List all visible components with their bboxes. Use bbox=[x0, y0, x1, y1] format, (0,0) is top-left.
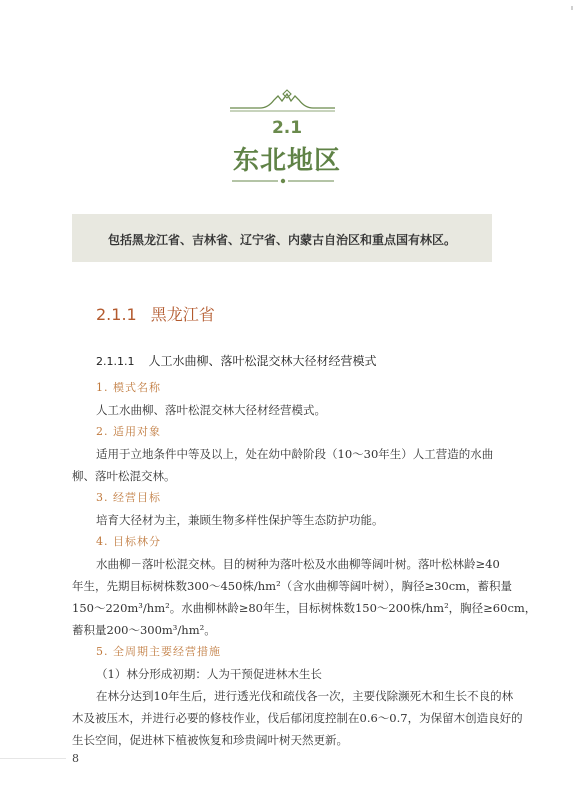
page-number: 8 bbox=[72, 752, 79, 765]
item-heading: 5. 全周期主要经营措施 bbox=[96, 645, 221, 658]
body-line: 柳、落叶松混交林。 bbox=[72, 469, 176, 483]
region-scope-text: 包括黑龙江省、吉林省、辽宁省、内蒙古自治区和重点国有林区。 bbox=[107, 233, 456, 247]
body-line: 适用于立地条件中等及以上，处在幼中龄阶段（10～30年生）人工营造的水曲 bbox=[96, 447, 494, 461]
item-heading: 1. 模式名称 bbox=[96, 381, 161, 394]
chapter-ornament-icon bbox=[230, 88, 335, 112]
body-line: 人工水曲柳、落叶松混交林大径材经营模式。 bbox=[96, 403, 326, 417]
body-line: 水曲柳－落叶松混交林。目的树种为落叶松及水曲柳等阔叶树。落叶松林龄≥40 bbox=[96, 557, 500, 571]
item-heading: 2. 适用对象 bbox=[96, 425, 161, 438]
section-heading bbox=[96, 302, 215, 325]
body-line: 年生，先期目标树株数300～450株/hm²（含水曲柳等阔叶树），胸径≥30cm，蓄积量 bbox=[72, 579, 513, 593]
title-divider bbox=[232, 176, 334, 186]
region-scope-box bbox=[72, 214, 492, 262]
item-heading: 3. 经营目标 bbox=[96, 491, 161, 504]
page-footer-rule bbox=[0, 758, 66, 759]
section-number: 2.1.1 bbox=[96, 305, 137, 324]
edge-mark bbox=[571, 6, 573, 10]
item-heading: 4. 目标林分 bbox=[96, 535, 161, 548]
body-line: 150～220m³/hm²。水曲柳林龄≥80年生，目标树株数150～200株/hm²，胸径≥60cm， bbox=[72, 601, 537, 615]
body-line: 培育大径材为主，兼顾生物多样性保护等生态防护功能。 bbox=[96, 513, 384, 527]
body-line: 在林分达到10年生后，进行透光伐和疏伐各一次，主要伐除濒死木和生长不良的林 bbox=[96, 689, 514, 703]
subsection-number: 2.1.1.1 bbox=[96, 355, 135, 368]
body-line: 生长空间，促进林下植被恢复和珍贵阔叶树天然更新。 bbox=[72, 733, 348, 747]
chapter-title: 东北地区 bbox=[232, 146, 341, 176]
body-line: 蓄积量200～300m³/hm²。 bbox=[72, 623, 216, 637]
subsection-heading bbox=[96, 352, 377, 369]
subsection-title: 人工水曲柳、落叶松混交林大径材经营模式 bbox=[148, 354, 377, 368]
body-line: （1）林分形成初期：人为干预促进林木生长 bbox=[96, 667, 322, 681]
section-title: 黑龙江省 bbox=[150, 305, 215, 324]
body-line: 木及被压木，并进行必要的修枝作业，伐后郁闭度控制在0.6～0.7，为保留木创造良好的 bbox=[72, 711, 523, 725]
chapter-number: 2.1 bbox=[271, 118, 303, 138]
